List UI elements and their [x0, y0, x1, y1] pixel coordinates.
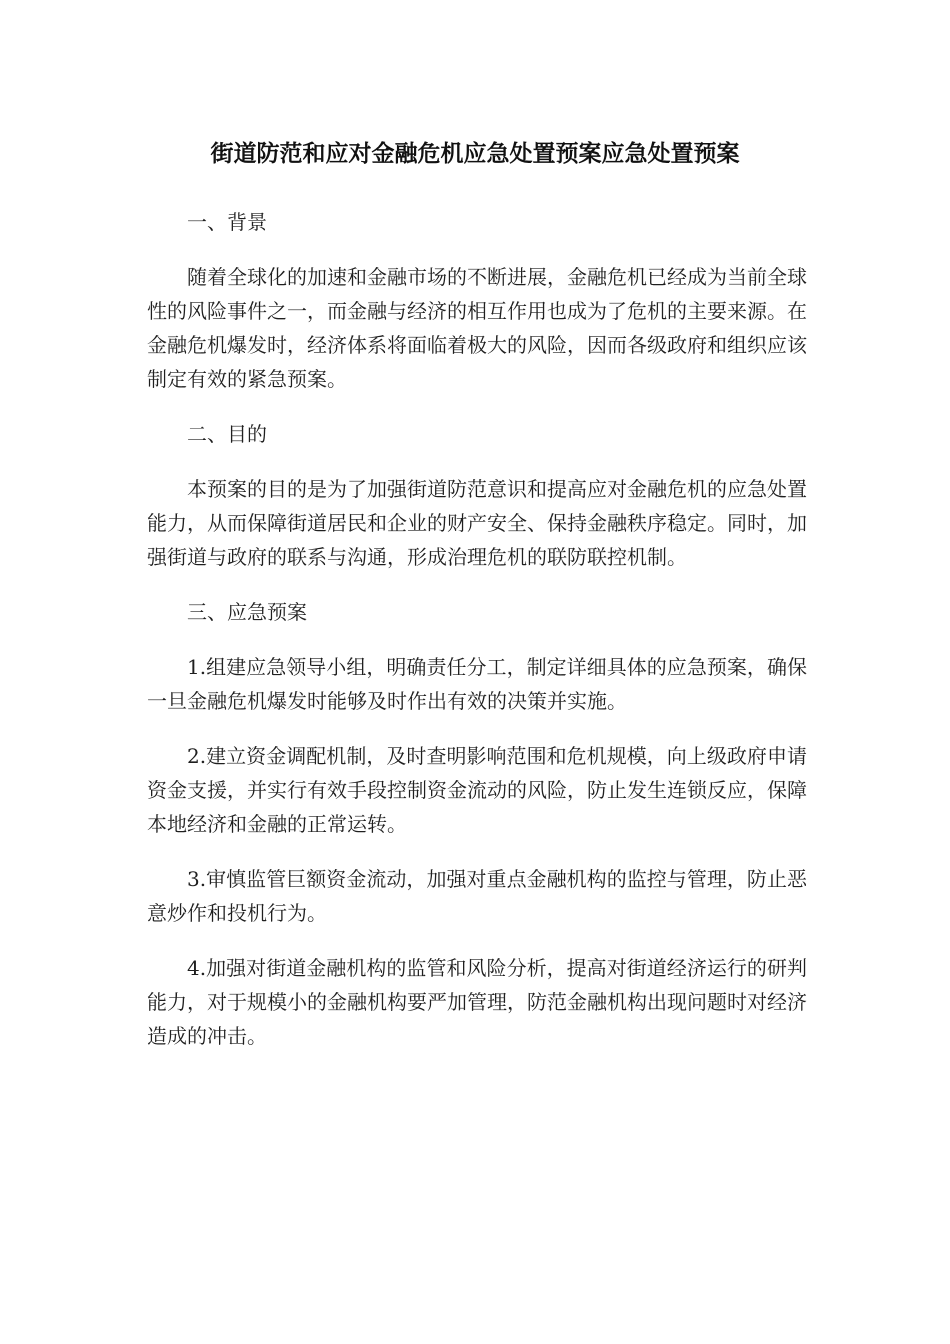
document-title: 街道防范和应对金融危机应急处置预案应急处置预案 — [210, 141, 740, 167]
section-heading-purpose: 二、目的 — [187, 422, 267, 446]
section-heading-background: 一、背景 — [187, 210, 267, 234]
paragraph-background: 随着全球化的加速和金融市场的不断进展，金融危机已经成为当前全球性的风险事件之一，而金融与经济的相互作用也成为了危机的主要来源。在金融危机爆发时，经济体系将面临着极大的风险，因而各级政府和组织应该制定有效的紧急预案。 — [147, 265, 807, 391]
document-body — [147, 205, 807, 1074]
plan-item-4: 4.加强对街道金融机构的监管和风险分析，提高对街道经济运行的研判能力，对于规模小的金融机构要严加管理，防范金融机构出现问题时对经济造成的冲击。 — [147, 956, 807, 1048]
plan-item-2: 2.建立资金调配机制，及时查明影响范围和危机规模，向上级政府申请资金支援，并实行有效手段控制资金流动的风险，防止发生连锁反应，保障本地经济和金融的正常运转。 — [147, 744, 807, 836]
plan-item-1: 1.组建应急领导小组，明确责任分工，制定详细具体的应急预案，确保一旦金融危机爆发时能够及时作出有效的决策并实施。 — [147, 655, 807, 713]
plan-item-3: 3.审慎监管巨额资金流动，加强对重点金融机构的监控与管理，防止恶意炒作和投机行为。 — [147, 867, 807, 925]
section-heading-emergency-plan: 三、应急预案 — [187, 600, 307, 624]
paragraph-purpose: 本预案的目的是为了加强街道防范意识和提高应对金融危机的应急处置能力，从而保障街道居民和企业的财产安全、保持金融秩序稳定。同时，加强街道与政府的联系与沟通，形成治理危机的联防联控机制。 — [147, 477, 807, 569]
